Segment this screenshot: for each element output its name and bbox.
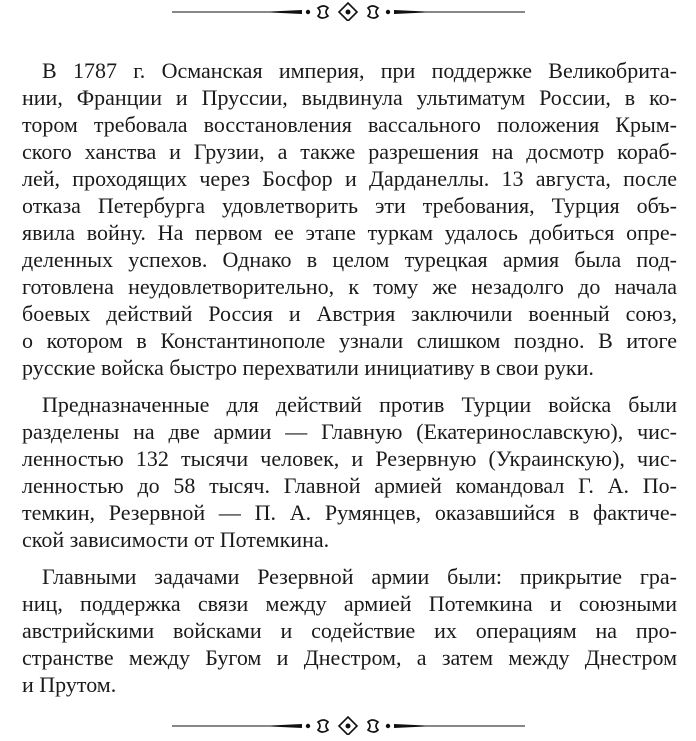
text-line: Главными задачами Резервной армии были: прикрытие гра- — [42, 564, 677, 589]
text-line: боевых действий Россия и Австрия заключили военный союз, — [22, 301, 677, 326]
text-line: странстве между Бугом и Днестром, а затем между Днестром — [22, 645, 677, 670]
paragraph-2 — [22, 391, 677, 553]
text-line: русские войска быстро перехватили инициативу в свои руки. — [22, 355, 594, 380]
text-line: ского ханства и Грузии, а также разрешения на досмотр кораб- — [22, 139, 677, 164]
paragraph-1 — [22, 57, 677, 381]
document-body — [22, 57, 677, 708]
paragraph-3 — [22, 563, 677, 698]
text-line: тором требовала восстановления вассального положения Крым- — [22, 112, 677, 137]
text-line: ленностью до 58 тысяч. Главной армией командовал Г. А. По- — [22, 473, 677, 498]
text-line: о котором в Константинополе узнали слишком поздно. В итоге — [22, 328, 677, 353]
text-line: готовлена неудовлетворительно, к тому же незадолго до начала — [22, 274, 677, 299]
text-line: австрийскими войсками и содействие их операциям на про- — [22, 618, 677, 643]
text-line: Предназначенные для действий против Турции войска были — [42, 392, 677, 417]
text-line: В 1787 г. Османская империя, при поддержке Великобрита- — [42, 58, 677, 83]
text-line: и Прутом. — [22, 672, 117, 697]
text-line: явила войну. На первом ее этапе туркам удалось добиться опре- — [22, 220, 677, 245]
text-line: разделены на две армии — Главную (Екатеринославскую), чис- — [22, 419, 677, 444]
text-line: ской зависимости от Потемкина. — [22, 527, 330, 552]
top-ornament-divider — [0, 1, 696, 21]
bottom-ornament-divider — [0, 715, 696, 735]
text-line: нии, Франции и Пруссии, выдвинула ультиматум России, в ко- — [22, 85, 677, 110]
text-line: деленных успехов. Однако в целом турецкая армия была под- — [22, 247, 677, 272]
text-line: темкин, Резервной — П. А. Румянцев, оказавшийся в фактиче- — [22, 500, 677, 525]
text-line: лей, проходящих через Босфор и Дарданеллы. 13 августа, после — [22, 166, 677, 191]
text-line: отказа Петербурга удовлетворить эти требования, Турция объ- — [22, 193, 677, 218]
text-line: ниц, поддержка связи между армией Потемкина и союзными — [22, 591, 677, 616]
text-line: ленностью 132 тысячи человек, и Резервную (Украинскую), чис- — [22, 446, 677, 471]
